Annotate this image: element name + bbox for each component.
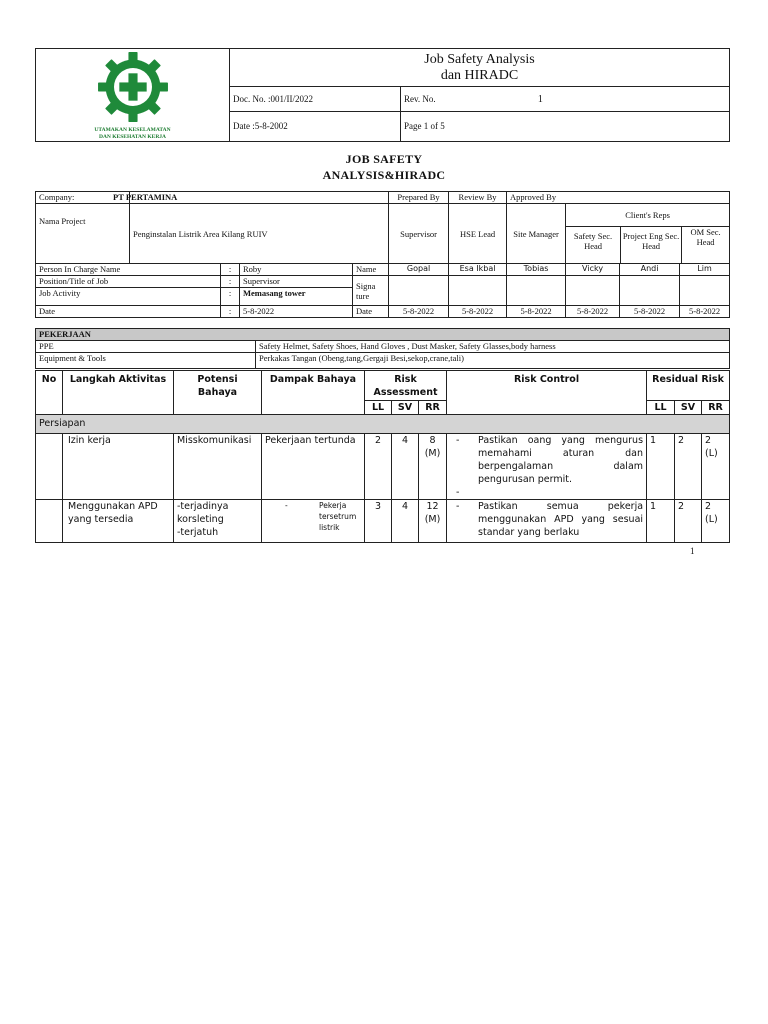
name-om-head: Lim (680, 264, 730, 276)
om-head-role: OM Sec. Head (690, 227, 721, 247)
header-dampak: Dampak Bahaya (262, 371, 365, 415)
header-risk-assessment: Risk Assessment (365, 371, 447, 401)
row2-control-text: Pastikan semua pekerja menggunakan APD yang sesuai standar yang berlaku (478, 501, 644, 538)
row2-res-rr-level: (L) (705, 514, 718, 525)
header-ra-ll: LL (365, 401, 392, 415)
sign-date-label: Date (353, 306, 389, 318)
supervisor-role: Supervisor (389, 204, 449, 264)
pekerjaan-table (35, 328, 730, 369)
row1-rr-level: (M) (424, 448, 441, 459)
row1-langkah: Izin kerja (63, 434, 174, 500)
date-om-head: 5-8-2022 (680, 306, 730, 318)
position-label: Position/Title of Job (36, 276, 221, 288)
activity-colon: : (221, 288, 240, 306)
row1-ll: 2 (365, 434, 392, 500)
row2-rr-level: (M) (424, 514, 441, 525)
site-manager-role: Site Manager (507, 204, 566, 264)
row2-no (36, 500, 63, 543)
main-title-line2: ANALYSIS&HIRADC (322, 168, 446, 182)
row2-rr-value: 12 (426, 501, 439, 512)
signature-om-head[interactable] (680, 276, 730, 306)
name-project-eng: Andi (620, 264, 680, 276)
main-title-line1: JOB SAFETY (345, 152, 423, 166)
section-persiapan: Persiapan (36, 415, 730, 434)
project-label-text: Nama Project (39, 216, 86, 226)
pekerjaan-heading: PEKERJAAN (36, 329, 730, 341)
doc-number: Doc. No. :001/II/2022 (230, 87, 401, 111)
document-header (35, 48, 730, 142)
pic-label: Person In Charge Name (36, 264, 221, 276)
row1-res-rr (702, 434, 730, 500)
date-safety-head: 5-8-2022 (566, 306, 620, 318)
project-value: Penginstalan Listrik Area Kilang RUIV (130, 204, 389, 264)
title-line2: dan HIRADC (440, 67, 519, 83)
logo-cell (36, 49, 230, 142)
position-value: Supervisor (240, 276, 353, 288)
header-ra-rr: RR (419, 401, 447, 415)
clients-reps-roles (566, 227, 729, 263)
row2-sv: 4 (392, 500, 419, 543)
row1-res-sv: 2 (675, 434, 702, 500)
company-label: Company: (36, 192, 130, 204)
hse-lead-role: HSE Lead (449, 204, 507, 264)
company-name: PT PERTAMINA (113, 192, 178, 202)
row2-langkah: Menggunakan APD yang tersedia (63, 500, 174, 543)
row1-no (36, 434, 63, 500)
clients-reps-cell (566, 204, 730, 264)
review-by-label: Review By (449, 192, 507, 204)
row1-res-rr-value: 2 (705, 435, 712, 446)
signature-site-manager[interactable] (507, 276, 566, 306)
header-residual-risk: Residual Risk (647, 371, 730, 401)
row1-sv: 4 (392, 434, 419, 500)
safety-head-role: Safety Sec. Head (566, 227, 621, 263)
equipment-label: Equipment & Tools (36, 353, 256, 369)
row1-rr-value: 8 (429, 435, 436, 446)
doc-date: Date :5-8-2002 (230, 111, 401, 141)
logo-slogan (39, 127, 226, 141)
revision-number (401, 87, 730, 111)
title-line1: Job Safety Analysis (424, 51, 535, 67)
row2-dampak-item (265, 500, 361, 533)
row2-res-ll: 1 (647, 500, 675, 543)
header-res-rr: RR (702, 401, 730, 415)
row2-dampak-text: Pekerja tersetrum listrik (319, 501, 357, 532)
row1-res-ll: 1 (647, 434, 675, 500)
row1-res-rr-level: (L) (705, 448, 718, 459)
name-label: Name (353, 264, 389, 276)
date-supervisor: 5-8-2022 (389, 306, 449, 318)
header-risk-control: Risk Control (447, 371, 647, 415)
name-supervisor: Gopal (389, 264, 449, 276)
date-site-manager: 5-8-2022 (507, 306, 566, 318)
project-label (36, 204, 130, 264)
signature-supervisor[interactable] (389, 276, 449, 306)
row1-control-item (450, 434, 643, 486)
pic-colon: : (221, 264, 240, 276)
row2-ll: 3 (365, 500, 392, 543)
header-potensi: Potensi Bahaya (174, 371, 262, 415)
row1-rr (419, 434, 447, 500)
logo-slogan-line1: UTAMAKAN KESELAMATAN (94, 127, 171, 133)
date-project-eng: 5-8-2022 (620, 306, 680, 318)
ppe-label: PPE (36, 341, 256, 353)
ppe-value: Safety Helmet, Safety Shoes, Hand Gloves , Dust Masker, Safety Glasses,body harness (256, 341, 730, 353)
row1-control-item2 (450, 486, 643, 499)
pic-value: Roby (240, 264, 353, 276)
activity-label: Job Activity (36, 288, 221, 306)
position-colon: : (221, 276, 240, 288)
date-value: 5-8-2022 (240, 306, 353, 318)
name-hse-lead: Esa Ikbal (449, 264, 507, 276)
page-of: Page 1 of 5 (401, 111, 730, 141)
header-ra-sv: SV (392, 401, 419, 415)
project-eng-role: Project Eng Sec. Head (621, 227, 682, 263)
row2-res-sv: 2 (675, 500, 702, 543)
table-row (36, 500, 730, 543)
table-row (36, 434, 730, 500)
header-res-ll: LL (647, 401, 675, 415)
header-no: No (36, 371, 63, 415)
header-langkah: Langkah Aktivitas (63, 371, 174, 415)
row1-control-text: Pastikan oang yang mengurus memahami aturan dan berpengalaman dalam pengurusan permit. (478, 435, 644, 485)
date-colon: : (221, 306, 240, 318)
k3-gear-cross-icon (95, 49, 171, 125)
row2-potensi-2: -terjatuh (177, 527, 219, 538)
approval-table (35, 191, 730, 318)
equipment-value: Perkakas Tangan (Obeng,tang,Gergaji Besi,sekop,crane,tali) (256, 353, 730, 369)
row1-control-dash2: - (456, 487, 460, 498)
risk-table (35, 370, 730, 543)
document-title (230, 49, 730, 87)
header-res-sv: SV (675, 401, 702, 415)
prepared-by-label: Prepared By (389, 192, 449, 204)
row1-potensi: Misskomunikasi (174, 434, 262, 500)
row2-potensi (174, 500, 262, 543)
signature-hse-lead[interactable] (449, 276, 507, 306)
row2-dampak (262, 500, 365, 543)
row2-potensi-1: -terjadinya korsleting (177, 501, 229, 525)
page-number: 1 (690, 546, 695, 556)
row1-dampak: Pekerjaan tertunda (262, 434, 365, 500)
row2-rr (419, 500, 447, 543)
row1-control-dash: - (456, 435, 460, 446)
date-label: Date (36, 306, 221, 318)
rev-value: 1 (537, 93, 543, 105)
signature-label: Signa ture (353, 276, 389, 306)
name-site-manager: Tobias (507, 264, 566, 276)
approved-by-label: Approved By (507, 192, 730, 204)
row2-control-item (450, 500, 643, 539)
company-value (113, 192, 389, 204)
rev-label: Rev. No. (404, 93, 436, 104)
date-hse-lead: 5-8-2022 (449, 306, 507, 318)
signature-project-eng[interactable] (620, 276, 680, 306)
name-safety-head: Vicky (566, 264, 620, 276)
row2-control-dash: - (456, 501, 460, 512)
row2-control (447, 500, 647, 543)
logo-slogan-line2: DAN KESEHATAN KERJA (98, 134, 167, 140)
clients-reps-label: Client's Reps (566, 204, 729, 227)
row2-res-rr (702, 500, 730, 543)
row1-control (447, 434, 647, 500)
row2-dampak-dash: - (285, 501, 288, 510)
signature-safety-head[interactable] (566, 276, 620, 306)
row2-res-rr-value: 2 (705, 501, 712, 512)
main-title (0, 151, 768, 183)
activity-value: Memasang tower (240, 288, 353, 306)
